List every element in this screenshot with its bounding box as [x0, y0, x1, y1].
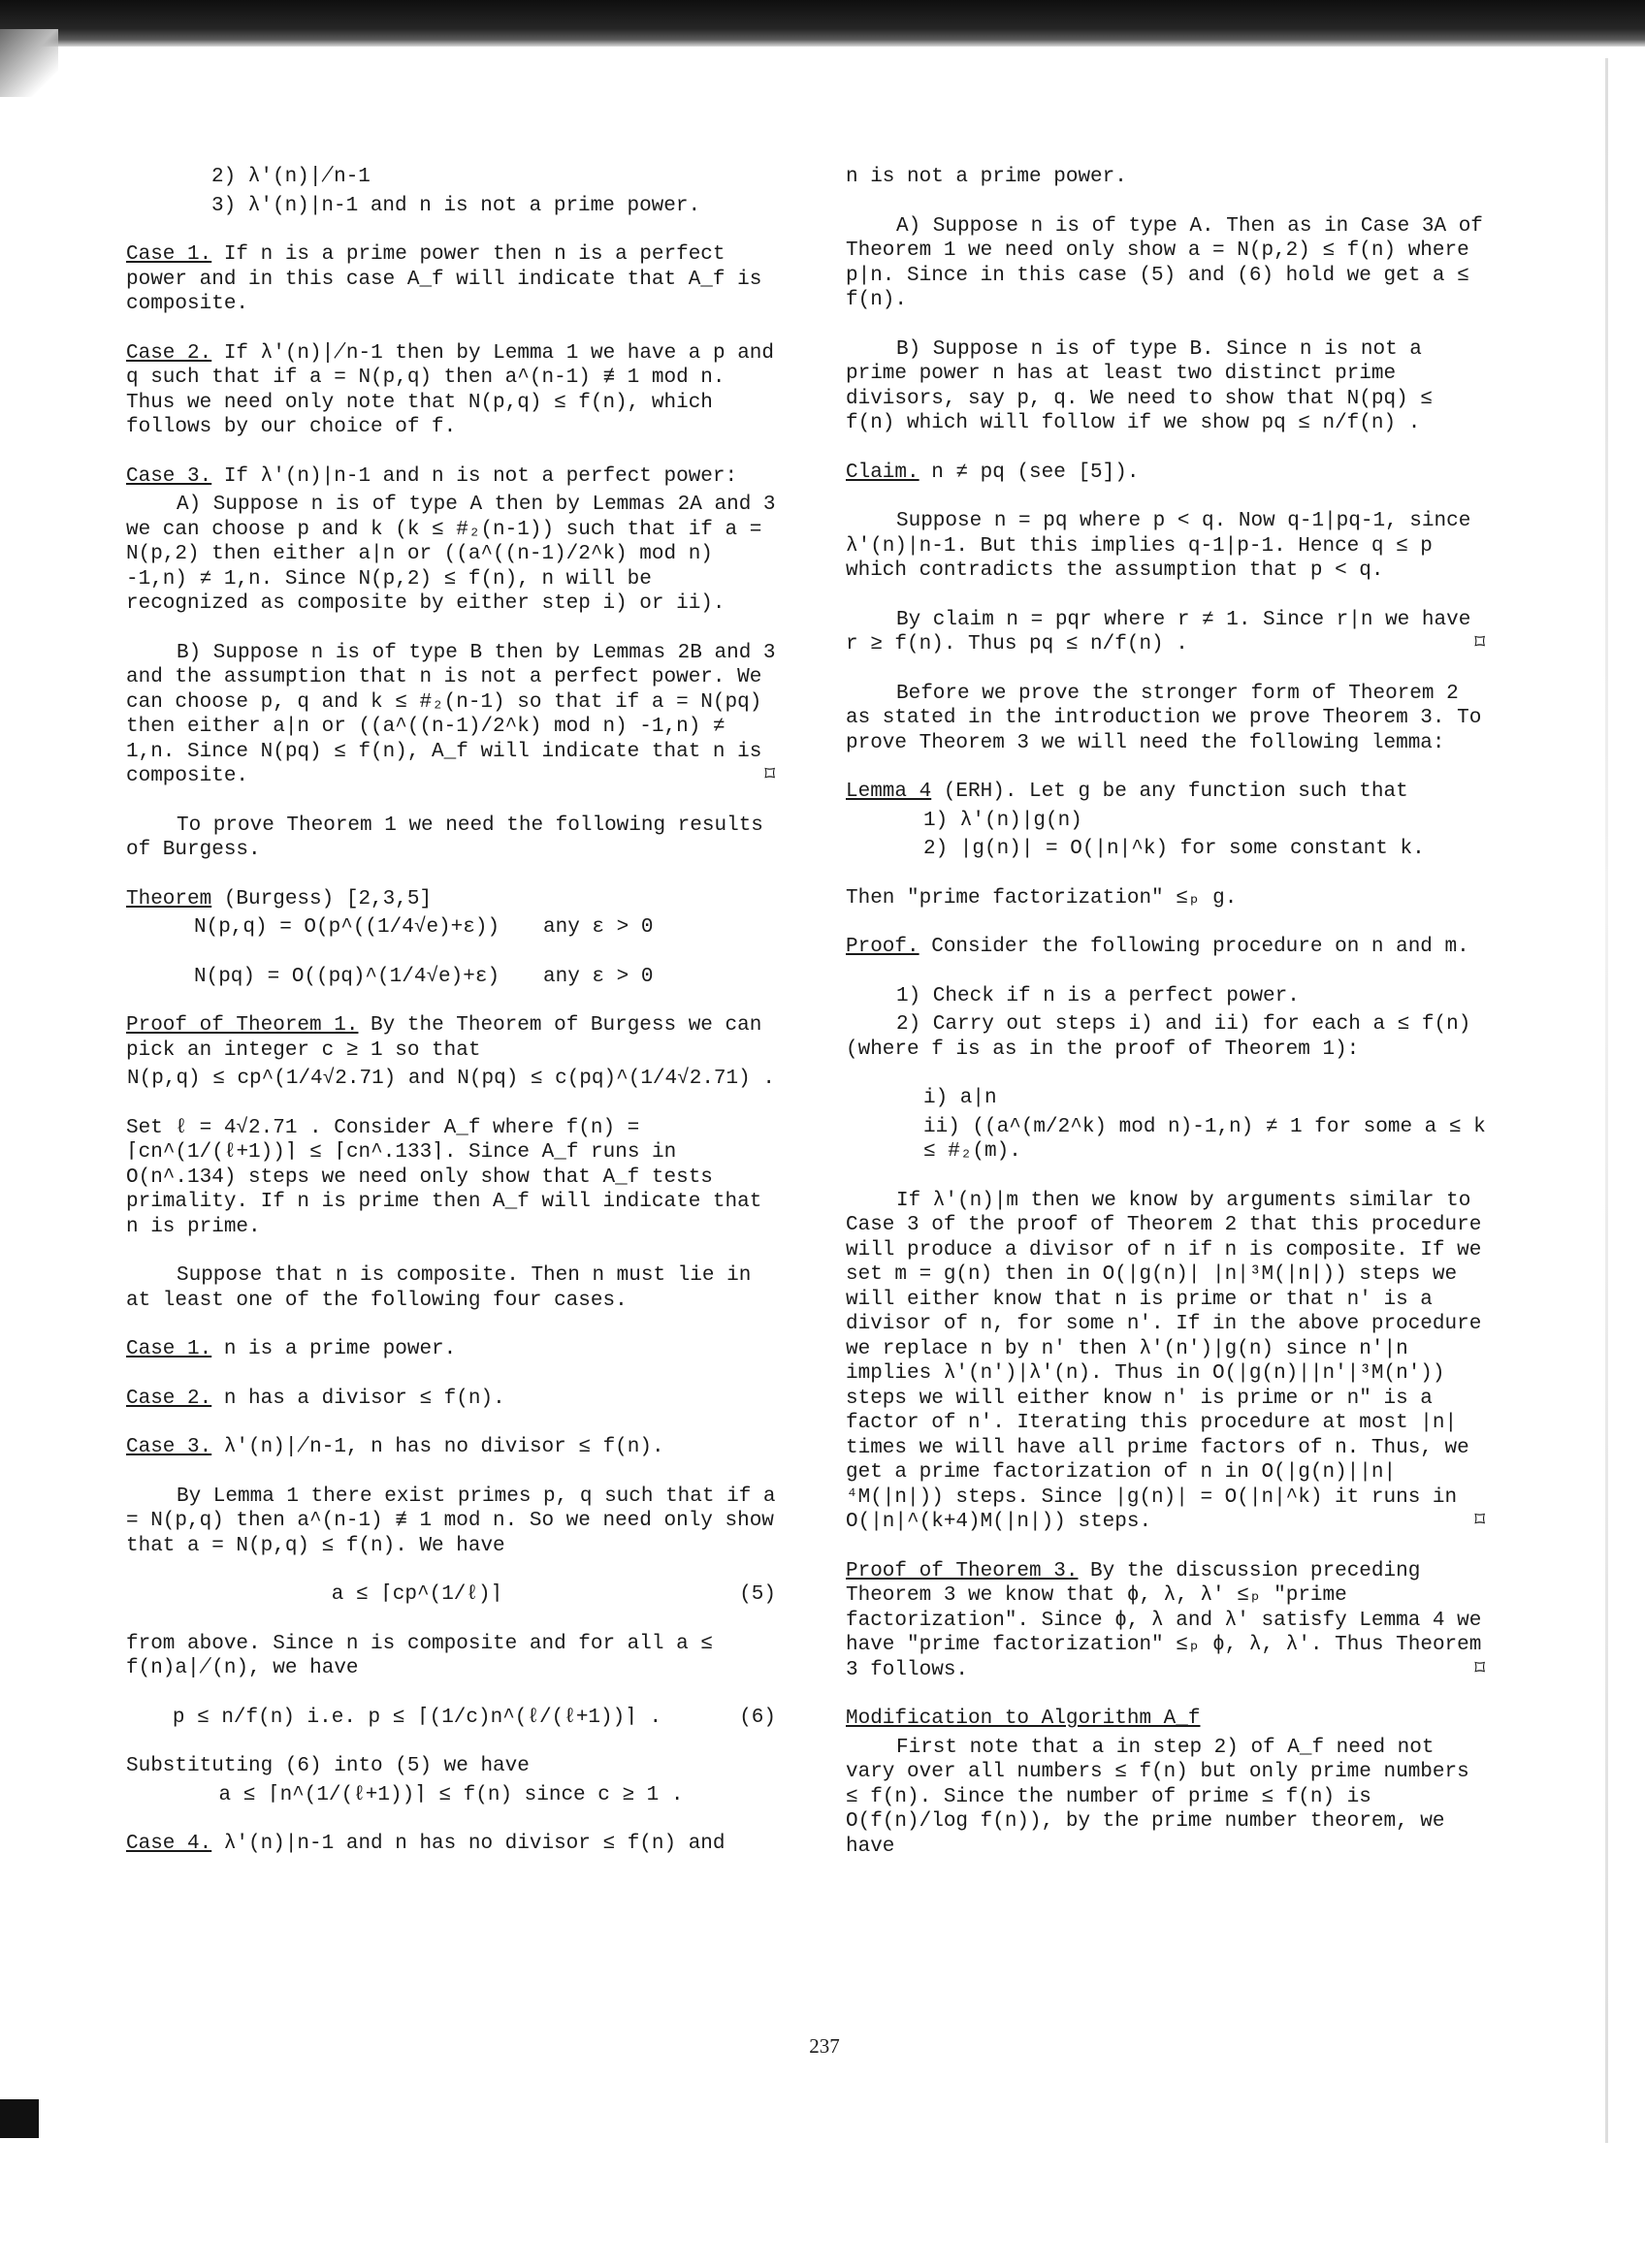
paragraph-text: B) Suppose n is of type B then by Lemmas 2B and 3 and the assumption that n is not a perfect power. We can choose p, q and k ≤ #₂(n-1) so that if a = N(pq) then either a|n or ((a^((n-1)/2^k) mod n) -1,n) ≠ 1,n. Since N(pq) ≤ f(n), A_f will indicate that n is composite. [126, 641, 776, 787]
equation-row [126, 965, 776, 990]
paragraph [846, 337, 1486, 436]
end-of-proof-mark: ⌑ [763, 765, 776, 787]
paragraph-text: If λ'(n)|m then we know by arguments similar to Case 3 of the proof of Theorem 2 that this procedure will produce a divisor of n if n is composite. If we set m = g(n) then in O(|g(n)| |n|³M(|n|)) steps we will either know that n is prime or that n' is a divisor of n, for some n'. If in the above procedure we replace n by n' then λ'(n')|g(n) since n'|n implies λ'(n')|λ'(n). Thus in O(|g(n)||n'|³M(n')) steps we will either know n' is prime or n" is a factor of n'. Iterating this procedure at most |n| times we will have all prime factors of n. Thus, we get a prime factorization of n in O(|g(n)||n|⁴M(|n|)) steps. Since |g(n)| = O(|n|^k) it runs in O(|n|^(k+4)M(|n|)) steps. [846, 1189, 1482, 1533]
paragraph-text: By Lemma 1 there exist primes p, q such that if a = N(p,q) then a^(n-1) ≢ 1 mod n. So we need only show that a = N(p,q) ≤ f(n). We have [126, 1485, 776, 1557]
paragraph [846, 1115, 1486, 1165]
equation-body: a ≤ ⌈cp^(1/ℓ)⌉ [331, 1583, 503, 1606]
paragraph-text: If λ'(n)|n-1 and n is not a perfect power: [211, 464, 738, 488]
paragraph-text: n is a prime power. [211, 1338, 457, 1360]
paragraph [126, 1832, 776, 1857]
paragraph-text: 2) Carry out steps i) and ii) for each a ≤ f(n) (where f is as in the proof of Theorem 1): [846, 1013, 1471, 1061]
paragraph-text: By the discussion preceding Theorem 3 we know that ϕ, λ, λ' ≤ₚ "prime factorization". Since ϕ, λ and λ' satisfy Lemma 4 we have "prime factorization" ≤ₚ ϕ, λ, λ'. Thus Theorem 3 follows. [846, 1559, 1482, 1681]
equation-body: p ≤ n/f(n) i.e. p ≤ ⌈(1/c)n^(ℓ/(ℓ+1))⌉ . [172, 1706, 662, 1729]
paragraph [126, 1263, 776, 1313]
paragraph [846, 780, 1486, 805]
paragraph [126, 1116, 776, 1240]
paragraph-text: λ'(n)∤n-1, n has no divisor ≤ f(n). [211, 1436, 664, 1458]
paragraph-text: Suppose n = pq where p < q. Now q-1|pq-1, since λ'(n)|n-1. But this implies q-1|p-1. Hence q ≤ p which contradicts the assumption that p < q. [846, 510, 1471, 582]
section-label: Case 2. [126, 1387, 212, 1410]
paragraph [126, 887, 776, 912]
paragraph [126, 641, 776, 789]
paragraph-text: λ'(n)|n-1 and n has no divisor ≤ f(n) and [211, 1833, 726, 1855]
section-label: Case 3. [126, 464, 212, 488]
paragraph [126, 1783, 776, 1808]
paragraph [126, 1337, 776, 1362]
section-label: Case 4. [126, 1833, 212, 1855]
equation-number: (5) [739, 1583, 776, 1606]
paragraph-text: Before we prove the stronger form of Theorem 2 as stated in the introduction we prove Theorem 3. To prove Theorem 3 we will need the following lemma: [846, 682, 1482, 754]
scan-corner-shadow [0, 29, 58, 97]
paragraph-text: i) a|n [923, 1087, 997, 1109]
section-label: Proof of Theorem 3. [846, 1559, 1079, 1582]
paragraph-text: from above. Since n is composite and for all a ≤ f(n)a∤(n), we have [126, 1632, 713, 1679]
paragraph-text: A) Suppose n is of type A. Then as in Case 3A of Theorem 1 we need only show a = N(p,2) ≤ f(n) where p|n. Since in this case (5) and (6) hold we get a ≤ f(n). [846, 214, 1483, 311]
paragraph-text: 1) λ'(n)|g(n) [923, 809, 1082, 832]
paragraph [846, 509, 1486, 584]
paragraph [846, 837, 1486, 862]
paragraph-text: A) Suppose n is of type A then by Lemmas 2A and 3 we can choose p and k (k ≤ #₂(n-1)) such that if a = N(p,2) then either a|n or ((a^((n-1)/2^k) mod n) -1,n) ≠ 1,n. Since N(p,2) ≤ f(n), n will be recognized as composite by either step i) or ii). [126, 494, 776, 615]
paragraph [846, 1086, 1486, 1111]
paragraph-text: (ERH). Let g be any function such that [931, 781, 1408, 803]
scan-top-edge [0, 0, 1645, 47]
numbered-equation [126, 1706, 776, 1731]
paragraph-text: n is not a prime power. [846, 166, 1127, 188]
numbered-equation [126, 1582, 776, 1608]
paragraph-text: ii) ((a^(m/2^k) mod n)-1,n) ≠ 1 for some a ≤ k ≤ #₂(m). [923, 1115, 1486, 1163]
paragraph-text: N(p,q) ≤ cp^(1/4√2.71) and N(pq) ≤ c(pq)^(1/4√2.71) . [127, 1068, 775, 1090]
paragraph [126, 814, 776, 863]
paragraph-text: First note that a in step 2) of A_f need not vary over all numbers ≤ f(n) but only prime numbers ≤ f(n). Since the number of prime ≤ f(n) is O(f(n)/log f(n)), by the prime number theorem, we have [846, 1736, 1469, 1858]
equation-condition: any ε > 0 [543, 965, 654, 988]
section-label: Proof. [846, 936, 919, 958]
paragraph-text: Substituting (6) into (5) we have [126, 1755, 530, 1777]
paragraph [846, 935, 1486, 960]
paragraph-text: 1) Check if n is a perfect power. [896, 984, 1300, 1007]
paragraph-text: n ≠ pq (see [5]). [919, 461, 1140, 484]
section-label: Modification to Algorithm A_f [846, 1708, 1201, 1730]
paragraph-text: By the Theorem of Burgess we can pick an integer c ≥ 1 so that [126, 1014, 762, 1062]
paragraph [846, 984, 1486, 1009]
end-of-proof-mark: ⌑ [1473, 1658, 1486, 1681]
section-label: Proof of Theorem 1. [126, 1014, 359, 1037]
paragraph-text: If n is a prime power then n is a perfect power and in this case A_f will indicate that A_f is composite. [126, 243, 762, 315]
paragraph [126, 1754, 776, 1779]
paragraph-text: Then "prime factorization" ≤ₚ g. [846, 886, 1238, 910]
paragraph-text: If λ'(n)∤n-1 then by Lemma 1 we have a p and q such that if a = N(p,q) then a^(n-1) ≢ 1 mod n. Thus we need only note that N(p,q) ≤ f(n), which follows by our choice of f. [126, 341, 774, 438]
equation-lhs: N(p,q) = O(p^((1/4√e)+ε)) [194, 916, 500, 939]
paragraph [126, 341, 776, 440]
left-column [126, 165, 776, 1881]
paragraph [126, 242, 776, 317]
equation-row [126, 915, 776, 941]
right-column [846, 165, 1486, 1883]
paragraph [846, 886, 1486, 911]
page-number: 237 [809, 2034, 840, 2058]
paragraph [126, 165, 776, 190]
end-of-proof-mark: ⌑ [1473, 633, 1486, 655]
section-label: Case 1. [126, 1338, 212, 1360]
equation-lhs: N(pq) = O((pq)^(1/4√e)+ε) [194, 965, 500, 988]
paragraph [126, 1435, 776, 1460]
section-label: Claim. [846, 461, 919, 484]
paragraph [846, 165, 1486, 190]
scan-bottom-edge [0, 2099, 39, 2138]
paragraph [846, 1559, 1486, 1683]
paragraph [846, 682, 1486, 756]
paragraph-text: B) Suppose n is of type B. Since n is not a prime power n has at least two distinct prime divisors, say p, q. We need to show that N(pq) ≤ f(n) which will follow if we show pq ≤ n/f(n) . [846, 337, 1433, 434]
paragraph [126, 1485, 776, 1559]
paragraph-text: a ≤ ⌈n^(1/(ℓ+1))⌉ ≤ f(n) since c ≥ 1 . [218, 1783, 684, 1806]
paragraph [846, 1012, 1486, 1062]
paragraph-text: Consider the following procedure on n and m. [919, 936, 1469, 958]
section-label: Lemma 4 [846, 781, 932, 803]
paragraph [846, 214, 1486, 313]
paragraph-text: n has a divisor ≤ f(n). [211, 1387, 505, 1410]
paragraph [846, 608, 1486, 657]
paragraph-text: 3) λ'(n)|n-1 and n is not a prime power. [211, 194, 701, 217]
paragraph-text: Suppose that n is composite. Then n must lie in at least one of the following four cases. [126, 1264, 752, 1312]
paragraph-text: By claim n = pqr where r ≠ 1. Since r|n we have r ≥ f(n). Thus pq ≤ n/f(n) . [846, 608, 1471, 655]
paragraph [846, 1189, 1486, 1535]
paragraph-text: 2) λ'(n)∤n-1 [211, 166, 371, 188]
paragraph [126, 1632, 776, 1681]
section-label: Case 1. [126, 243, 212, 266]
scan-binding-shadow [1605, 58, 1608, 2143]
paragraph-text: Set ℓ = 4√2.71 . Consider A_f where f(n) = ⌈cn^(1/(ℓ+1))⌉ ≤ ⌈cn^.133⌉. Since A_f runs in O(n^.134) steps we need only show that A_f tests primality. If n is prime then A_f will indicate that n is prime. [126, 1116, 762, 1238]
paragraph [846, 461, 1486, 486]
paragraph [126, 194, 776, 219]
paragraph-text: 2) |g(n)| = O(|n|^k) for some constant k. [923, 838, 1425, 860]
paragraph [126, 1387, 776, 1412]
paragraph [846, 809, 1486, 834]
equation-number: (6) [739, 1706, 776, 1729]
paragraph [846, 1707, 1486, 1732]
paragraph-text: To prove Theorem 1 we need the following results of Burgess. [126, 814, 763, 861]
section-label: Theorem [126, 887, 212, 910]
paragraph-text: (Burgess) [2,3,5] [211, 887, 433, 910]
section-label: Case 2. [126, 341, 212, 365]
paragraph [126, 464, 776, 490]
paragraph [126, 493, 776, 617]
equation-condition: any ε > 0 [543, 916, 654, 939]
paragraph [126, 1013, 776, 1063]
paragraph [126, 1067, 776, 1092]
paragraph [846, 1736, 1486, 1860]
section-label: Case 3. [126, 1436, 212, 1458]
end-of-proof-mark: ⌑ [1473, 1511, 1486, 1533]
